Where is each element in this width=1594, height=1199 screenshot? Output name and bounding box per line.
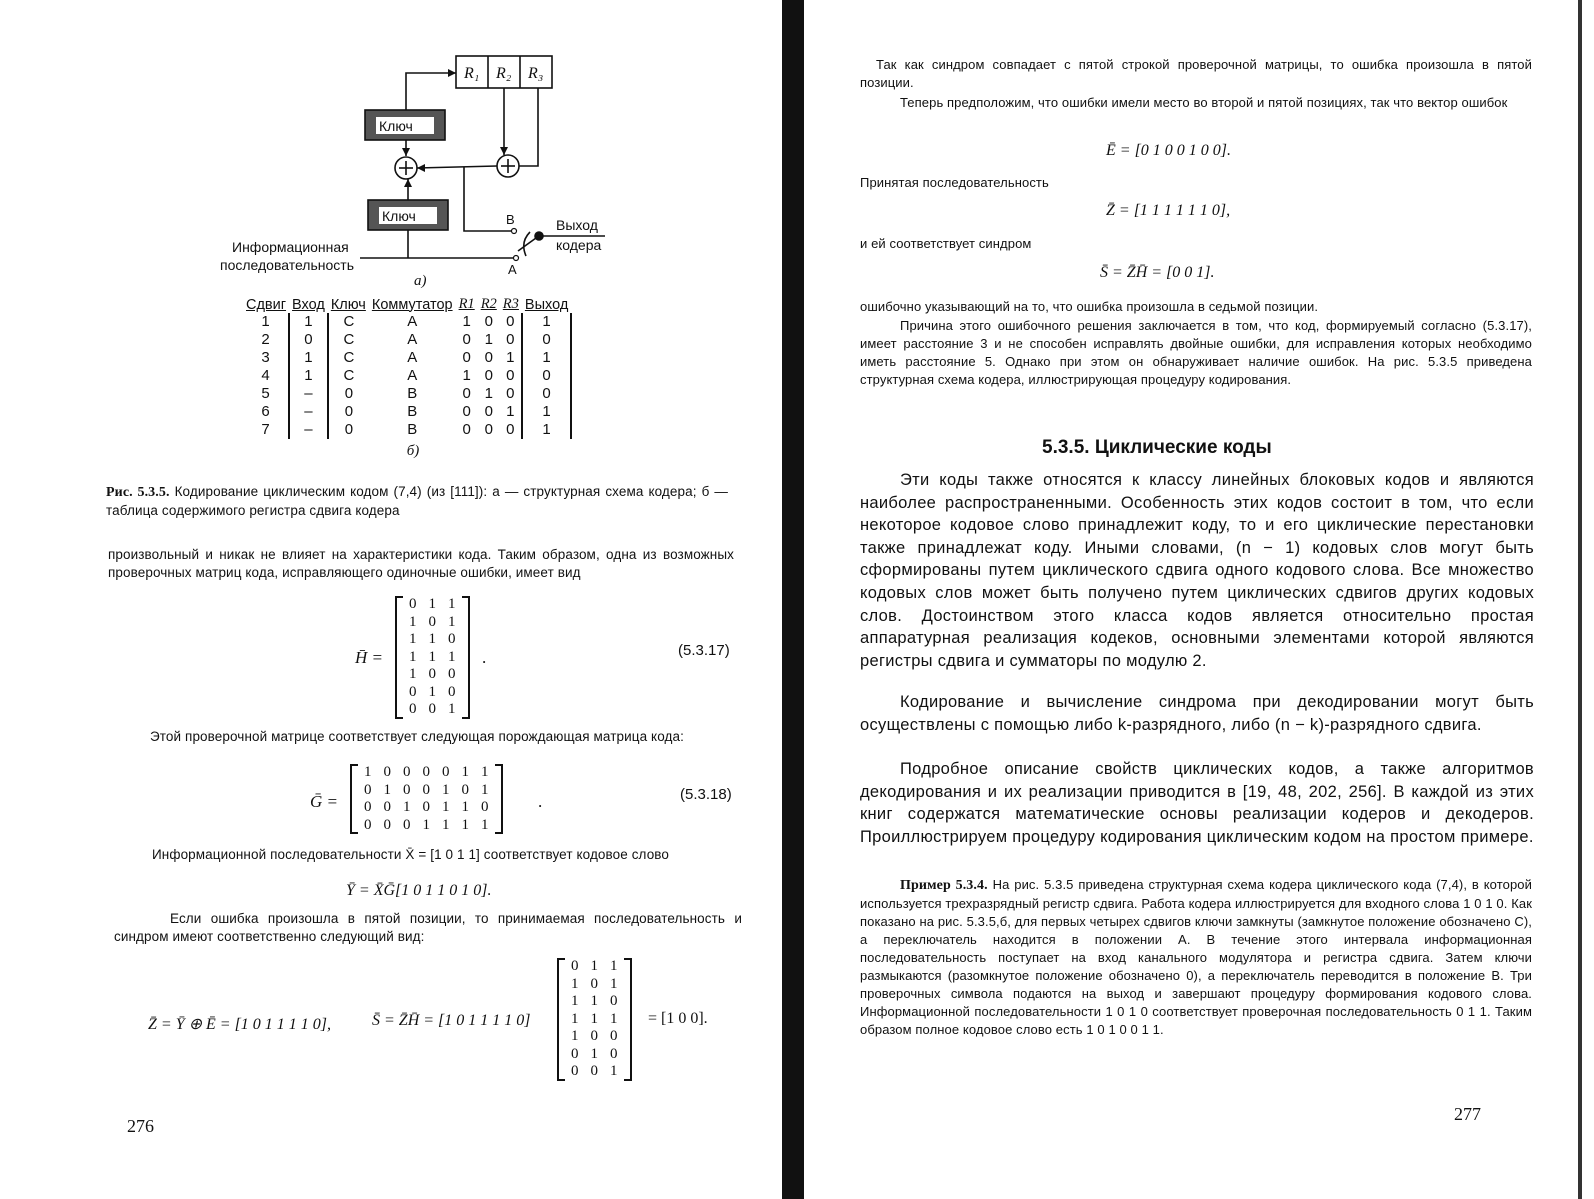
matrix-cell: 1	[409, 666, 417, 682]
right-paragraph-6: Причина этого ошибочного решения заключается в том, что код, формируемый согласно (5.3.17), имеет расстояние 3 и не способен исправлять двойные ошибки, для исправления которых необходимо иметь расстояние 5. Однако при этом он обнаруживает наличие ошибок. На рис. 5.3.5 приведена структурная схема кодера, иллюстрирующая процедуру кодирования.	[860, 318, 1532, 387]
matrix-cell: 1	[448, 596, 456, 612]
table-cell: C	[343, 313, 355, 330]
table-cell: 0	[522, 331, 571, 349]
page-edge	[1578, 0, 1582, 1199]
matrix-cell: 1	[364, 764, 372, 780]
table-cell: 0	[462, 385, 471, 402]
table-header: R1	[458, 296, 475, 312]
equation-y: Ȳ = X̄Ḡ[1 0 1 1 0 1 0].	[346, 882, 492, 899]
matrix-cell: 0	[590, 1063, 598, 1079]
section-paragraph-2: Кодирование и вычисление синдрома при декодировании могут быть осуществлены с помощью либо k-разрядного, либо (n − k)-разрядного сдвига.	[860, 693, 1534, 734]
h-matrix-label: H̄ =	[355, 648, 383, 667]
table-cell: 0	[506, 367, 515, 384]
table-cell: 0	[506, 331, 515, 348]
register-r1-label: R₁	[464, 65, 480, 82]
example-paragraph	[860, 876, 1532, 1039]
matrix-cell: 0	[448, 666, 456, 682]
right-paragraph-3: Принятая последовательность	[860, 175, 1049, 190]
table-row	[243, 403, 571, 421]
equation-s: S̄ = Z̄H̄ = [1 0 1 1 1 1 0]	[372, 1012, 531, 1029]
right-paragraph-4: и ей соответствует синдром	[860, 236, 1032, 251]
matrix-cell: 1	[590, 993, 598, 1009]
matrix-cell: 1	[409, 631, 417, 647]
right-paragraph-5: ошибочно указывающий на то, что ошибка произошла в седьмой позиции.	[860, 299, 1319, 314]
matrix-cell: 1	[571, 975, 579, 992]
table-cell: –	[289, 403, 328, 421]
table-cell: B	[407, 421, 418, 438]
right-paragraph-1: Так как синдром совпадает с пятой строкой проверочной матрицы, то ошибка произошла в пятой позиции.	[860, 57, 1532, 90]
table-cell: 0	[506, 385, 515, 402]
matrix-cell: 1	[590, 1045, 598, 1062]
table-cell: B	[407, 385, 418, 402]
table-cell: 1	[506, 349, 515, 366]
book-spine	[782, 0, 804, 1199]
matrix-cell: 1	[610, 1063, 618, 1079]
matrix-cell: 1	[481, 816, 489, 833]
table-cell: 0	[462, 349, 471, 366]
table-cell: 1	[484, 385, 493, 402]
table-cell: 0	[462, 403, 471, 420]
matrix-cell: 0	[442, 764, 450, 780]
input-label-line1: Информационная	[232, 239, 349, 255]
matrix-cell: 0	[590, 1028, 598, 1044]
matrix-cell: 1	[403, 799, 411, 815]
matrix-cell: 1	[461, 799, 469, 815]
matrix-cell: 0	[383, 764, 391, 780]
matrix-cell: 1	[448, 701, 456, 717]
table-cell: 0	[506, 313, 515, 330]
matrix-cell: 1	[428, 596, 436, 612]
table-cell: –	[289, 421, 328, 439]
table-cell: 0	[462, 331, 471, 348]
table-cell: 1	[289, 349, 328, 367]
g-matrix	[350, 764, 503, 834]
table-cell: B	[407, 403, 418, 420]
table-header: Ключ	[330, 296, 366, 313]
table-cell: C	[343, 349, 355, 366]
table-cell: 0	[484, 421, 493, 438]
left-page: R₁ R₂ R₃ Ключ Ключ B A Выход кодера Информационная последовательность a) Сдвиг Вход Ключ Коммутатор R1 R2 R3 Выход 1 1 C A 1 0 0 1 2 0 C A 0 1 0 0 3 1 C A 0 0 1 1 4 1 C A 1 0 0 0 5 – 0 B 0 1 0 0 6 – 0 B 0 0 1 1 7 – 0 B 0 0 0 1 б) Рис. 5.3.5. Кодирование циклическим кодом (7,4) (из [111]): а — структурная схема кодера; б — таблица содержимого регистра сдвига кодера произвольный и никак не влияет на характеристики кода. Таким образом, одна из возможных проверочных матриц кода, исправляющего одиночные ошибки, имеет вид H̄ = 0 1 1 1 0 1 1 1 0 1 1 1 1 0 0 0 1 0 0 0 1 . (5.3.17) Этой проверочной матрице соответствует следующая порождающая матрица кода: Ḡ = 1 0 0 0 0 1 1 0 1 0 0 1 0 1 0 0 1 0 1 1 0 0 0 0 1 1 1 1 . (5.3.18) Информационной последовательности X̄ = [1 0 1 1] соответствует кодовое слово Ȳ = X̄Ḡ[1 0 1 1 0 1 0]. Если ошибка произошла в пятой позиции, то принимаемая последовательность и синдром имеют соответственно следующий вид: Z̄ = Ȳ ⊕ Ē = [1 0 1 1 1 1 0], S̄ = Z̄H̄ = [1 0 1 1 1 1 0] 0 1 1 1 0 1 1 1 0 1 1 1 1 0 0 0 1 0 0 0 1 = [1 0 0]. 276	[0, 0, 760, 1199]
matrix-cell: 0	[610, 1028, 618, 1044]
table-row	[243, 367, 571, 385]
h-matrix-2	[557, 958, 632, 1086]
matrix-cell: 1	[481, 764, 489, 780]
table-cell: –	[289, 385, 328, 403]
table-cell: C	[343, 367, 355, 384]
subfigure-a-label: a)	[414, 273, 427, 289]
top-key-label: Ключ	[379, 118, 413, 134]
table-header: Сдвиг	[246, 296, 287, 313]
table-header: Коммутатор	[371, 296, 453, 313]
matrix-cell: 0	[364, 799, 372, 815]
table-cell: 0	[484, 349, 493, 366]
table-cell: 0	[484, 313, 493, 330]
table-cell: 0	[522, 367, 571, 385]
left-paragraph-1: произвольный и никак не влияет на характеристики кода. Таким образом, одна из возможных проверочных матриц кода, исправляющего одиночные ошибки, имеет вид	[108, 547, 734, 580]
table-header: Выход	[524, 296, 569, 313]
equation-number-5-3-17: (5.3.17)	[678, 642, 730, 659]
matrix-cell: 1	[409, 613, 417, 630]
table-cell: 0	[462, 421, 471, 438]
h-matrix	[395, 596, 470, 719]
matrix-cell: 1	[461, 764, 469, 780]
matrix-cell: 0	[571, 1063, 579, 1079]
table-row	[243, 385, 571, 403]
register-table	[243, 296, 572, 460]
matrix-cell: 0	[590, 975, 598, 992]
matrix-cell: 0	[571, 1045, 579, 1062]
g-matrix-label: Ḡ =	[310, 792, 338, 811]
matrix-cell: 1	[481, 781, 489, 798]
table-cell: 1	[522, 349, 571, 367]
table-cell: 1	[522, 313, 571, 331]
table-header: Вход	[292, 296, 325, 313]
matrix-cell: 1	[461, 816, 469, 833]
example-label: Пример 5.3.4.	[900, 878, 988, 893]
table-cell: 1	[506, 403, 515, 420]
table-cell: 1	[522, 421, 571, 439]
matrix-cell: 0	[448, 683, 456, 700]
matrix-cell: 1	[383, 781, 391, 798]
table-header: R2	[480, 296, 497, 312]
table-cell: 0	[289, 331, 328, 349]
matrix-cell: 1	[571, 1028, 579, 1044]
matrix-cell: 1	[571, 1010, 579, 1027]
matrix-cell: 1	[442, 781, 450, 798]
table-cell: 1	[522, 403, 571, 421]
right-paragraph-2: Теперь предположим, что ошибки имели место во второй и пятой позициях, так что вектор ошибок	[900, 95, 1508, 110]
matrix-cell: 0	[422, 781, 430, 798]
matrix-cell: 0	[364, 816, 372, 833]
table-cell: A	[407, 367, 418, 384]
matrix-cell: 0	[409, 683, 417, 700]
matrix-cell: 1	[428, 631, 436, 647]
caption-text: Кодирование циклическим кодом (7,4) (из [111]): а — структурная схема кодера; б — таблица содержимого регистра сдвига кодера	[106, 484, 728, 518]
table-cell: 7	[261, 421, 270, 438]
table-cell: 1	[462, 313, 471, 330]
equation-s-right: S̄ = Z̄H̄ = [0 0 1].	[1100, 264, 1215, 281]
table-cell: 1	[462, 367, 471, 384]
equation-s-result: = [1 0 0].	[648, 1010, 708, 1027]
matrix-cell: 1	[442, 799, 450, 815]
table-cell: 0	[344, 421, 354, 438]
figure-caption	[106, 483, 728, 520]
subfigure-b-label: б)	[406, 443, 420, 459]
matrix-cell: 0	[428, 666, 436, 682]
matrix-cell: 1	[409, 648, 417, 665]
output-label-line2: кодера	[556, 237, 602, 253]
table-row	[243, 331, 571, 349]
equation-number-5-3-18: (5.3.18)	[680, 786, 732, 803]
matrix-cell: 1	[442, 816, 450, 833]
section-paragraph-3: Подробное описание свойств циклических кодов, а также алгоритмов декодирования и их реализации приводится в [19, 48, 202, 256]. В каждой из этих книг содержатся математические основы реализации кодеров и декодеров. Проиллюстрируем процедуру кодирования циклическим кодом на простом примере.	[860, 760, 1534, 846]
table-header-row	[243, 296, 571, 313]
table-cell: A	[407, 349, 418, 366]
matrix-cell: 0	[409, 701, 417, 717]
equation-z: Z̄ = Ȳ ⊕ Ē = [1 0 1 1 1 1 0],	[148, 1016, 332, 1033]
matrix-cell: 1	[610, 975, 618, 992]
matrix-cell: 1	[610, 1010, 618, 1027]
section-paragraph-1: Эти коды также относятся к классу линейных блоковых кодов и являются наиболее распространенными. Особенность этих кодов состоит в том, что если некоторое кодовое слово принадлежит коду, то и его циклические перестановки также принадлежат коду. Иными словами, (n − 1) кодовых слов могут быть сформированы путем циклического сдвига одного кодового слова. Все множество кодовых слов может быть получено путем циклических сдвигов других кодовых слов. Достоинством этого класса кодов является относительно простая аппаратурная реализация кодеков, основными элементами которой являются регистры сдвига и сумматоры по модулю 2.	[860, 471, 1534, 670]
example-text: На рис. 5.3.5 приведена структурная схема кодера циклического кода (7,4), в которой используется трехразрядный регистр сдвига. Работа кодера иллюстрируется для входного слова 1 0 1 0. Как показано на рис. 5.3.5,б, для первых четырех сдвигов ключи замкнуты (замкнутое положение обозначено C), а переключатель находится в положении A. В течение этого интервала информационная последовательность поступает на вход канального модулятора и регистра сдвига. Затем ключи размыкаются (разомкнутое положение обозначено 0), а переключатель переводится в положение B. Три проверочных символа подаются на выход и завершают процедуру формирования кодового слова. Информационной последовательности 1 0 1 0 соответствует проверочная последовательность 0 1 1. Таким образом полное кодовое слово есть 1 0 1 0 0 1 1.	[860, 877, 1532, 1037]
matrix-cell: 1	[590, 1010, 598, 1027]
matrix-cell: 0	[448, 631, 456, 647]
matrix-cell: 0	[403, 816, 411, 833]
table-cell: 0	[522, 385, 571, 403]
table-cell: 0	[484, 367, 493, 384]
matrix-cell: 0	[461, 781, 469, 798]
input-label-line2: последовательность	[220, 257, 354, 273]
matrix-cell: 0	[428, 701, 436, 717]
left-paragraph-4: Если ошибка произошла в пятой позиции, то принимаемая последовательность и синдром имеют соответственно следующий вид:	[114, 911, 742, 944]
switch-b-label: B	[506, 212, 515, 227]
table-cell: 2	[261, 331, 270, 348]
matrix-cell: 0	[403, 764, 411, 780]
matrix-cell: 0	[383, 816, 391, 833]
matrix-cell: 1	[428, 648, 436, 665]
matrix-cell: 1	[571, 993, 579, 1009]
table-header: R3	[502, 296, 519, 312]
register-r2-label: R₂	[496, 65, 512, 82]
matrix-cell: 1	[610, 958, 618, 974]
caption-label: Рис. 5.3.5.	[106, 485, 170, 500]
matrix-cell: 0	[610, 1045, 618, 1062]
table-row	[243, 313, 571, 331]
matrix-cell: 1	[590, 958, 598, 974]
table-cell: 0	[506, 421, 515, 438]
equation-e: Ē = [0 1 0 0 1 0 0].	[1106, 142, 1232, 159]
matrix-cell: 0	[383, 799, 391, 815]
section-heading: 5.3.5. Циклические коды	[1042, 437, 1272, 458]
matrix-cell: 0	[364, 781, 372, 798]
left-paragraph-3: Информационной последовательности X̄ = [1 0 1 1] соответствует кодовое слово	[152, 847, 670, 862]
table-cell: 0	[344, 385, 354, 402]
matrix-cell: 1	[448, 648, 456, 665]
matrix-cell: 0	[481, 799, 489, 815]
table-row	[243, 349, 571, 367]
encoder-diagram	[210, 48, 620, 293]
matrix-cell: 1	[448, 613, 456, 630]
matrix-cell: 1	[428, 683, 436, 700]
page-number-left: 276	[127, 1116, 154, 1136]
matrix-cell: 0	[571, 958, 579, 974]
register-r3-label: R₃	[528, 65, 544, 82]
table-cell: 0	[484, 403, 493, 420]
table-cell: 1	[484, 331, 493, 348]
table-cell: A	[407, 313, 418, 330]
page-number-right: 277	[1454, 1104, 1481, 1124]
table-row	[243, 421, 571, 439]
bottom-key-label: Ключ	[382, 208, 416, 224]
table-cell: 1	[289, 313, 328, 331]
table-cell: C	[343, 331, 355, 348]
right-page	[810, 0, 1594, 1199]
table-cell: 1	[261, 313, 270, 330]
matrix-cell: 1	[422, 816, 430, 833]
table-cell: 1	[289, 367, 328, 385]
matrix-cell: 0	[422, 764, 430, 780]
left-paragraph-2: Этой проверочной матрице соответствует следующая порождающая матрица кода:	[150, 729, 684, 744]
table-cell: 4	[261, 367, 270, 384]
equation-z-right: Z̄ = [1 1 1 1 1 1 0],	[1106, 202, 1231, 219]
table-cell: 3	[261, 349, 270, 366]
table-cell: A	[407, 331, 418, 348]
matrix-cell: 0	[422, 799, 430, 815]
matrix-cell: 0	[403, 781, 411, 798]
table-cell: 6	[261, 403, 270, 420]
matrix-cell: 0	[428, 613, 436, 630]
output-label-line1: Выход	[556, 217, 598, 233]
table-cell: 0	[344, 403, 354, 420]
matrix-cell: 0	[610, 993, 618, 1009]
switch-a-label: A	[508, 262, 517, 277]
matrix-cell: 0	[409, 596, 417, 612]
table-cell: 5	[261, 385, 270, 402]
